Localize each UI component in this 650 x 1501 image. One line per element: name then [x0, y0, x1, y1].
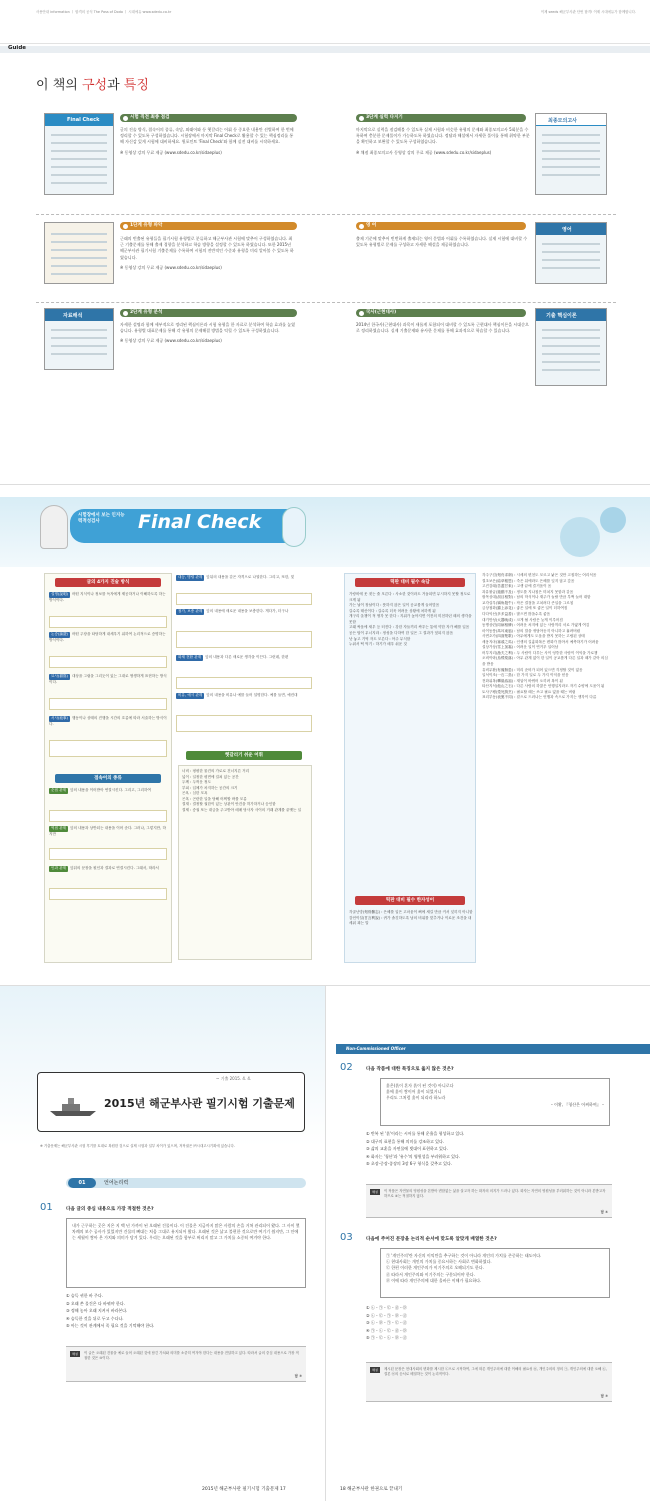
section-bar-step1: 1단계 유형 파악: [120, 222, 297, 230]
header-right-text: 이제 seeds 해군부사관 단번 합격! 이제 시대에듀가 함께합니다.: [540, 10, 636, 14]
passage-box: 내가 근무하는 곳은 지은 지 백 년 가까이 된 오래된 건물이다. 이 건물은 지금까지 많은 사람의 손을 거쳐 관리되어 왔다. 그 사이 몇 차례의 보수 공사가 있었지만 건물의 뼈대는 처음 그대로 유지되어 왔다. 오래된 것은 낡고 불편한 것으로만 여기기 쉽지만, 그 안에는 세월이 쌓아 온 가치와 의미가 담겨 있다. 우리는 오래된 것을 함부로 버리지 말고 그 가치를 소중히 여겨야 한다.: [66, 1218, 306, 1288]
option[interactable]: ① 반복 된 '흙'이라는 시어를 통해 운율을 형성하고 있다.: [366, 1131, 465, 1136]
exam-title: 2015년 해군부사관 필기시험 기출문제: [104, 1097, 295, 1110]
section-desc: 글의 진술 방식, 접속어의 종류, 속담, 외래어와 등 헷갈리는 어휘 등 중요한 내용만 선별하여 한 번에 정리할 수 있도록 구성하였습니다. 시험장에서 마지막 Final Check로 활용할 수 있는 핵심정리를 통해 자신감 있게 시험에 대비하세요. 원포인트 'Final Check'와 함께 실전 대비를 시작하세요. ※ 동영상 강의 무료 제공 (www.sdedu.co.kr/sidaeplus): [120, 127, 294, 155]
option[interactable]: ③ ㉡ - ㉤ - ㉠ - ㉢ - ㉣: [366, 1320, 407, 1326]
banner-subtitle: 시험장에서 보는 인지능력적성검사: [78, 513, 125, 524]
column-header: 떡판 대비 필수 한자성어: [355, 896, 465, 905]
guide-page: [0, 0, 650, 485]
column-header: 떡판 대비 필수 속담: [355, 578, 465, 587]
idiom-list: 각주구검(刻舟求劍) : 시세의 변천도 모르고 낡은 것만 고집하는 어리석음 결초보은(結草報恩) : 죽은 뒤에라도 은혜를 잊지 않고 갚음 고진감래(苦盡甘來) : 고생 끝에 즐거움이 옴 과유불급(過猶不及) : 정도를 지나침은 미치지 못함과 같음 괄목상대(刮目相對) : 남의 학식이나 재주가 놀랄 만큼 부쩍 늘어 대함 교각살우(矯角殺牛) : 작은 결점을 고치려다 큰일을 그르침 금상첨화(錦上添花) : 좋은 일에 또 좋은 일이 더하여짐 다다익선(多多益善) : 많으면 많을수록 좋음 대기만성(大器晩成) : 크게 될 사람은 늦게 이루어짐 동병상련(同病相憐) : 어려운 처지에 있는 사람끼리 서로 가엾게 여김 마이동풍(馬耳東風) : 남의 말을 귀담아듣지 아니하고 흘려버림 사면초가(四面楚歌) : 아무에게도 도움을 받지 못하는 고립된 상태 새옹지마(塞翁之馬) : 인생의 길흉화복은 변화가 많아서 예측하기가 어려움 설상가상(雪上加霜) : 어려운 일이 연거푸 일어남 어부지리(漁夫之利) : 두 사람이 다투는 사이 엉뚱한 사람이 이익을 가로챔 오비이락(烏飛梨落) : 아무 관계 없이 한 일이 공교롭게 다른 일과 때가 같아 의심을 받음 유비무환(有備無患) : 미리 준비가 되어 있으면 걱정할 것이 없음 일석이조(一石二鳥) : 한 가지 일로 두 가지 이익을 얻음 전화위복(轉禍爲福) : 재앙이 바뀌어 오히려 복이 됨 타산지석(他山之石) : 다른 사람의 하찮은 언행일지라도 자기 수양에 도움이 됨 토사구팽(兎死狗烹) : 필요할 때는 쓰고 필요 없을 때는 버림 표리부동(表裏不同) : 겉으로 드러나는 언행과 속으로 가지는 생각이 다름: [482, 573, 608, 700]
column-header: 헷갈리기 쉬운 어휘: [186, 751, 302, 760]
decoration: [600, 507, 626, 533]
list-item: 설명(說明) 어떤 지식이나 정보를 독자에게 제공하거나 이해하도록 하는 방식이다.: [49, 592, 166, 602]
list-item: 인과 관계 앞뒤의 문장을 원인과 결과로 연결시킨다. 그래서, 따라서: [51, 866, 160, 870]
page-number-left: 2015년 해군부사관 필기시험 기출문제 17: [202, 1487, 286, 1492]
question-text: 다음 글의 중심 내용으로 가장 적절한 것은?: [66, 1207, 154, 1212]
question-number: 01: [40, 1202, 53, 1213]
section-bar-history: 국사(근현대사): [356, 309, 526, 317]
explanation-icon: 해설: [370, 1367, 380, 1373]
page-number-right: 18 해군부사관 한권으로 끝내기: [340, 1487, 403, 1492]
gutter: [325, 986, 326, 1501]
banner-title: Final Check: [138, 511, 262, 533]
section-desc: 출제 기준에 맞추어 빈번하게 출제되는 영어 문법과 어휘를 수록하였습니다. 실제 시험에 대비할 수 있도록 유형별로 문제를 구성하고 자세한 해설을 제공하였습니다.: [356, 236, 528, 248]
right-column: [344, 573, 476, 963]
answer-options: [66, 1292, 154, 1330]
idiom-list: 각골난망(刻骨難忘) : 은혜를 입은 고마움이 뼈에 새길 만큼 커서 잊히지 아니함 감언이설(甘言利說) : 귀가 솔깃하도록 남의 비위를 맞추거나 이로운 조건을 내세워 꾀는 말: [349, 910, 473, 926]
option[interactable]: ② ㉡ - ㉢ - ㉠ - ㉤ - ㉣: [366, 1312, 407, 1318]
answer-options: [366, 1304, 407, 1342]
option[interactable]: ① 습득 귀한 바 주다.: [66, 1293, 103, 1298]
history-thumbnail: 기출 핵심이론: [535, 308, 607, 386]
exam-title-box: [37, 1072, 305, 1132]
poem-box: 흙은(흙이 혼자 흙이 된 것이) 아니로다 흙에 흙이 쌓이어 흙이 되었거니 우리도 그처럼 흙이 되리라 하노라 – 이황, 『청산은 어찌하여』 –: [380, 1078, 610, 1126]
ship-illustration: [48, 1095, 98, 1117]
question-text: 다음에 주어진 문장을 논리적 순서에 맞도록 알맞게 배열한 것은?: [366, 1237, 497, 1242]
option[interactable]: ④ 화자는 '청산'과 '유수'의 영원성을 부러워하고 있다.: [366, 1153, 461, 1159]
list-item: [49, 696, 167, 712]
page-header: [0, 0, 650, 44]
list-item: 서사(敍事) 행동이나 상태의 진행을 시간의 흐름에 따라 서술하는 방식이다.: [49, 716, 167, 726]
list-item: [176, 713, 312, 734]
middle-column: [176, 573, 316, 963]
section-desc: 2014년 한국사(근현대사) 과목이 새롭게 포함되어 대비할 수 있도록 근현대사 핵심이론을 시대순으로 정리하였습니다. 실제 기출문제와 유사한 문제를 통해 효과적으로 학습할 수 있습니다.: [356, 322, 529, 334]
sailor-illustration: [40, 505, 68, 549]
list-item: [49, 654, 167, 670]
column-header: 글의 4가지 진술 방식: [55, 578, 161, 587]
option[interactable]: ④ 습득한 것을 뒤로 두고 수다나.: [66, 1315, 124, 1321]
list-item: [49, 886, 167, 902]
option[interactable]: ⑤ ㉠ - ㉢ - ㉡ - ㉤ - ㉣: [366, 1335, 407, 1341]
list-item: 비유, 예시 관계 앞의 내용을 비유나 예를 들어 설명한다. 예를 들면, 예컨대: [178, 693, 298, 697]
list-item: 첨가, 보충 관계 앞의 내용에 새로운 내용을 보충한다. 게다가, 더구나: [178, 609, 289, 613]
list-item: 화제 전환 관계 앞의 내용과 다른 새로운 생각을 이끈다. 그런데, 한편: [178, 655, 289, 659]
section-desc: 자세한 설명과 함께 세부적으로 정리된 핵심이론과 시험 유형을 한 자료로 분석하여 학습 효과를 높였습니다. 유형별 대표문제를 통해 각 유형의 문제해결 방법을 익힐 수 있도록 구성하였습니다. ※ 동영상 강의 무료 제공 (www.sdedu.co.kr/sidaeplus): [120, 322, 295, 344]
list-item: 묘사(描寫) 대상을 그림을 그리듯이 있는 그대로 생생하게 표현하는 방식이다.: [49, 674, 167, 684]
answer-options: [366, 1130, 464, 1168]
option[interactable]: ⑤ 초장-중장-종장의 3장 6구 형식을 갖추고 있다.: [366, 1161, 453, 1167]
explanation-box: 해설 이 글은 오래된 건물을 예로 들어 오래된 것에 담긴 가치와 의미를 소중히 여겨야 한다는 내용을 전달하고 있다. 따라서 글의 중심 내용으로 가장 적절한 것은 ③이다. 답 ③: [66, 1346, 306, 1382]
proverb-list: 가랑비에 옷 젖는 줄 모른다 : 사소한 것이라도 거듭되면 무시하지 못할 정도로 크게 됨 가는 날이 장날이다 : 뜻하지 않은 일이 공교롭게 들어맞음 갈수록 태산이다 : 갈수록 더욱 어려운 상황에 처하게 됨 개구리 올챙이 적 생각 못 한다 : 지위가 높아지면 이전의 미천하던 때의 생각을 못함 고래 싸움에 새우 등 터진다 : 강한 자들끼리 싸우는 통에 약한 자가 해를 입음 공든 탑이 무너지랴 : 정성을 다하여 한 일은 그 결과가 헛되지 않음 낫 놓고 기역 자도 모른다 : 아주 무식함 누워서 떡 먹기 : 하기가 매우 쉬운 것: [349, 592, 472, 647]
list-item: [49, 808, 167, 824]
section-desc: 근래의 빈출된 유형들을 필기시험 유형별로 분류하고 해군부사관 시험에 맞추어 구성하였습니다. 최근 기출문제를 통해 출제 경향을 분석하고 학습 방향을 설정할 수 있도록 하였습니다. 또한 2015년 해군부사관 필기시험 기출문제를 수록하여 시험의 전반적인 수준과 유형을 미리 알아볼 수 있도록 하였습니다. ※ 동영상 강의 무료 제공 (www.sdedu.co.kr/sidaeplus): [120, 236, 294, 270]
answer-label: 답 ④: [600, 1209, 608, 1214]
header-band: Non-Commissioned Officer: [336, 1044, 650, 1054]
analysis-thumbnail: 자료해석: [44, 308, 114, 370]
final-check-page: [0, 497, 650, 975]
word-list: 너비 : 평평한 물건의 가로로 건너지른 거리 넓이 : 일정한 평면에 걸쳐 있는 공간 두께 : 두꺼운 정도 부피 : 입체가 차지하는 공간의 크기 곤욕 : 심한 모욕 곤혹 : 곤란한 일을 당해 어찌할 바를 모름 결재 : 결정할 권한이 있는 상관이 안건을 허가하거나 승인함 결제 : 증권 또는 대금을 주고받아 매매 당사자 사이의 거래 관계를 끝맺는 일: [178, 765, 312, 960]
guide-label: Guide: [8, 45, 26, 51]
section-bar-step3: 3단계 실력 다지기: [356, 114, 526, 122]
option[interactable]: ④ ㉠ - ㉡ - ㉢ - ㉣ - ㉤: [366, 1327, 407, 1333]
list-item: [49, 738, 167, 759]
english-thumbnail: 영어: [535, 222, 607, 284]
question-number: 02: [340, 1062, 353, 1073]
section-bar-final-check: 시험 직전 최종 점검: [120, 114, 297, 122]
option[interactable]: ① ㉡ - ㉠ - ㉢ - ㉣ - ㉤: [366, 1305, 407, 1310]
list-item: 역접 관계 앞의 내용과 상반되는 내용을 이어 준다. 그러나, 그렇지만, 하지만: [49, 826, 166, 836]
option[interactable]: ⑤ 아는 것이 관계에서 꼭 필요 것을 기억해야 한다.: [66, 1323, 155, 1329]
mock-exam-thumbnail: 최종모의고사: [535, 113, 607, 195]
mascot-illustration: [282, 507, 306, 547]
section-bar-step2: 2단계 유형 분석: [120, 309, 297, 317]
option[interactable]: ③ 삶의 교훈을 자연물에 빗대어 표현하고 있다.: [366, 1146, 449, 1152]
list-item: [176, 591, 312, 607]
explanation-icon: 해설: [70, 1351, 80, 1357]
list-item: [49, 846, 167, 862]
option[interactable]: ③ 정해 놓아 오래 지켜서 바라본다.: [66, 1308, 128, 1314]
list-item: 논증(論證) 어떤 주장을 타당하게 내세우기 위하여 논리적으로 증명하는 방식이다.: [49, 632, 166, 642]
list-item: [49, 614, 167, 630]
page-title: 이 책의 구성과 특징: [36, 78, 149, 93]
explanation-box: 해설 이 작품은 자연물의 영원성을 본받아 변함없는 삶을 살고자 하는 화자의 의지가 드러나 있다. 화자는 자연의 영원성을 부러워하는 것이 아니라 본받고자 하므로 ④는 적절하지 않다. 답 ④: [366, 1184, 612, 1218]
divider: [36, 214, 616, 215]
answer-label: 답 ③: [600, 1393, 608, 1398]
section-header: 01 언어논리력: [66, 1178, 306, 1188]
sentence-box: ㉠ '개인주의'란 자신의 이익만을 추구하는 것이 아니라 개인의 가치를 존중하는 태도이다. ㉡ 현대사회는 개인의 가치를 중요시하는 사회로 변화하였다. ㉢ 한편 이러한 개인주의가 이기주의로 오해되기도 한다. ㉣ 따라서 개인주의와 이기주의는 구분되어야 한다. ㉤ 이에 따라 개인주의에 대한 올바른 이해가 필요하다.: [380, 1248, 610, 1298]
section-desc: 마지막으로 실력을 점검해볼 수 있도록 실제 시험과 비슷한 유형의 문제와 최종모의고사 5회분을 수록하여 충분한 문제풀이가 가능하도록 하였습니다. 정답과 해설에서 자세한 풀이를 통해 취약한 부분을 확인하고 보완할 수 있도록 구성하였습니다. ※ 채점 최종모의고사 동영상 강의 무료 제공 (www.sdedu.co.kr/sidaeplus): [356, 127, 530, 155]
list-item: [176, 629, 312, 650]
type-grasp-thumbnail: [44, 222, 114, 284]
header-left-text: 사용안내 information ㅣ 합격의 공식 The Pass of Dodo ㅣ 시대에듀 www.sdedu.co.kr: [36, 10, 172, 14]
option[interactable]: ② 대구의 표현을 통해 의미를 강조하고 있다.: [366, 1138, 445, 1144]
list-item: 대등, 병렬 관계 앞뒤의 내용을 같은 자격으로 나열한다. 그리고, 또한, 및: [178, 575, 295, 579]
explanation-icon: 해설: [370, 1189, 380, 1195]
explanation-box: 해설 제시된 문장은 현대사회의 변화를 제시한 ㉡으로 시작하여, 그에 따른 개인주의에 대한 이해의 필요성 ㉤, 개인주의의 정의 ㉠, 개인주의에 대한 오해 ㉢, 결론 ㉣의 순서로 배열하는 것이 논리적이다. 답 ③: [366, 1362, 612, 1402]
far-right-column: [482, 573, 610, 963]
list-item: 순접 관계 앞의 내용을 이어받아 연결시킨다. 그리고, 그리하여: [51, 788, 151, 792]
guide-bar: [0, 46, 650, 53]
column-header: 접속어의 종류: [55, 774, 161, 783]
answer-label: 답 ③: [294, 1373, 302, 1378]
question-number: 03: [340, 1232, 353, 1243]
exam-notice: ※ 기출문제는 해군부사관 시험 후기를 토대로 복원한 것으로 실제 시험과 일부 차이가 있으며, 저작권은 ㈜시대고시기획에 있습니다.: [40, 1144, 235, 1148]
exam-date-stamp: ~ 기출 2015. 4. 4.: [216, 1076, 252, 1081]
left-column: [44, 573, 172, 963]
exam-page: [0, 985, 650, 1500]
question-text: 다음 작품에 대한 특징으로 옳지 않은 것은?: [366, 1067, 454, 1072]
list-item: [176, 675, 312, 691]
divider: [36, 302, 616, 303]
option[interactable]: ② 오래 쓴 물건은 다 바꿔야 한다.: [66, 1300, 125, 1306]
section-bar-english: 영 어: [356, 222, 526, 230]
decoration: [560, 517, 600, 557]
final-check-thumbnail: Final Check: [44, 113, 114, 195]
